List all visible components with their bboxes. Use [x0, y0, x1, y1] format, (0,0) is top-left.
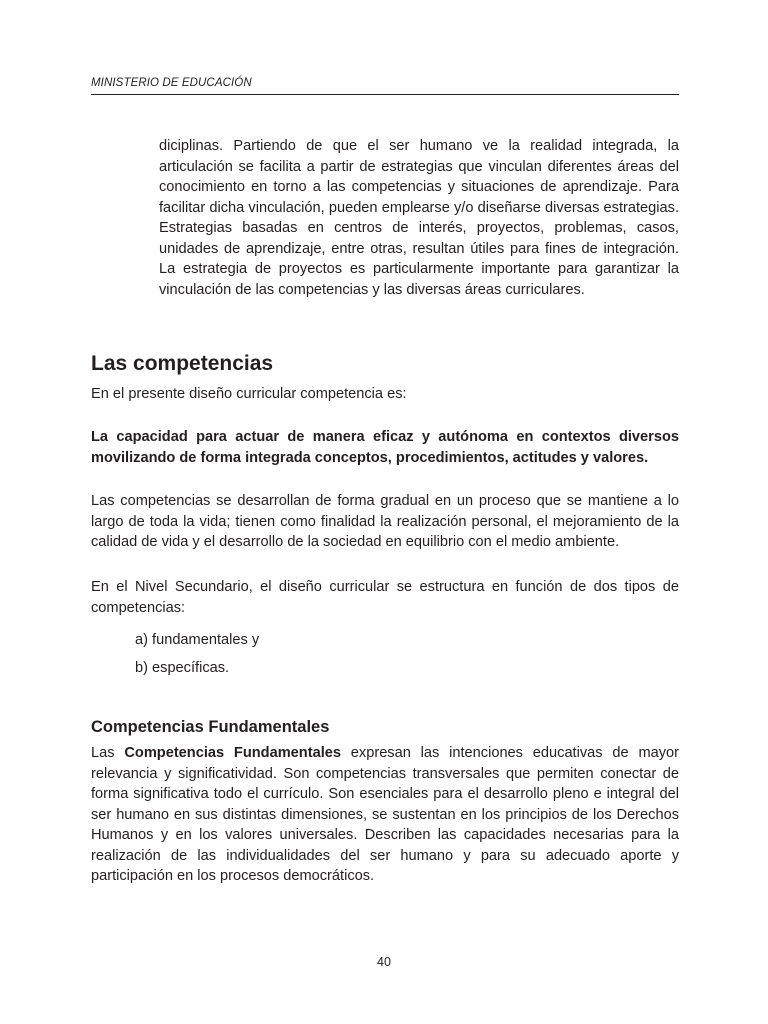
paragraph-nivel-secundario: En el Nivel Secundario, el diseño curricular se estructura en función de dos tipos de competencias: — [91, 579, 679, 616]
list-item: a) fundamentales y — [135, 632, 260, 648]
competency-types-list — [135, 628, 259, 684]
page-number: 40 — [377, 955, 391, 969]
continuation-paragraph: diciplinas. Partiendo de que el ser humano ve la realidad integrada, la articulación se facilita a partir de estrategias que vinculan diferentes áreas del conocimiento en torno a las competencias y situaciones de aprendizaje. Para facilitar dicha vinculación, pueden emplearse y/o diseñarse diversas estrategias. Estrategias basadas en centros de interés, proyectos, problemas, casos, unidades de aprendizaje, entre otras, resultan útiles para fines de integración. La estrategia de proyectos es particularmente importante para garantizar la vinculación de las competencias y las diversas áreas curriculares. — [159, 138, 679, 298]
paragraph-competencias-fundamentales — [91, 743, 679, 887]
header-rule — [91, 94, 679, 95]
list-item: b) específicas. — [135, 660, 230, 676]
paragraph-body: expresan las intenciones educativas de mayor relevancia y significatividad. Son competencias transversales que permiten conectar de forma significativa todo el currículo. Son esenciales para el desarrollo pleno e integral del ser humano en sus distintas dimensiones, se sustentan en los principios de los Derechos Humanos y en los valores universales. Describen las capacidades necesarias para la realización de las individualidades del ser humano y para su adecuado aporte y participación en los procesos democráticos. — [91, 745, 679, 884]
paragraph-gradual-development: Las competencias se desarrollan de forma gradual en un proceso que se mantiene a lo largo de toda la vida; tienen como finalidad la realización personal, el mejoramiento de la calidad de vida y el desarrollo de la sociedad en equilibrio con el medio ambiente. — [91, 493, 679, 550]
lead-word: Las — [91, 745, 125, 761]
competency-definition: La capacidad para actuar de manera eficaz y autónoma en contextos diversos movilizando de forma integrada conceptos, procedimientos, actitudes y valores. — [91, 429, 679, 466]
section-intro: En el presente diseño curricular competencia es: — [91, 386, 407, 402]
bold-term: Competencias Fundamentales — [124, 745, 341, 761]
subsection-title: Competencias Fundamentales — [91, 718, 330, 736]
running-head: MINISTERIO DE EDUCACIÓN — [91, 77, 252, 89]
section-title: Las competencias — [91, 352, 274, 375]
